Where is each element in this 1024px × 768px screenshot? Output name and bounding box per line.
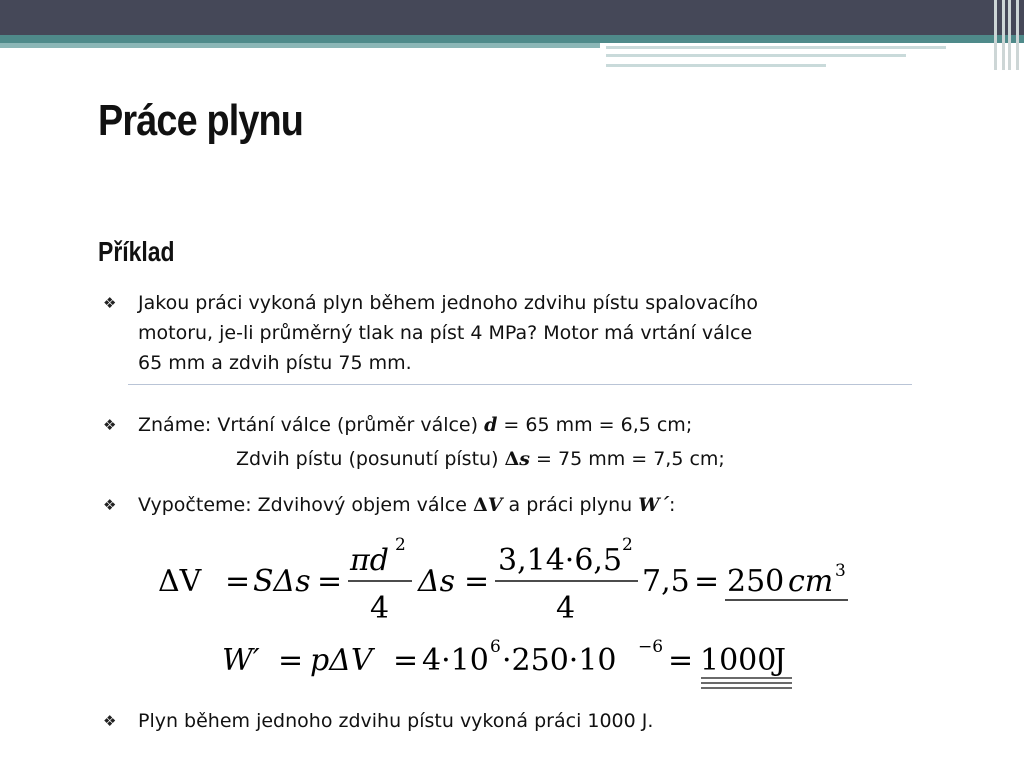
bullet-icon: ❖ (103, 712, 117, 730)
eq2-p-delta-v: pΔV (310, 643, 373, 678)
eq2-exponent-1: 6 (490, 637, 501, 657)
eq2-unit: J (774, 643, 787, 678)
known-line-2: Zdvih pístu (posunutí pístu) Δs = 75 mm = 7,5 cm; (236, 448, 725, 470)
eq2-result: 1000 (700, 643, 777, 678)
eq1-delta-s: Δs (418, 564, 456, 599)
eq2-exponent-2: −6 (638, 637, 664, 657)
eq1-cube: 3 (835, 561, 846, 581)
eq1-equals-1: = (225, 564, 251, 599)
eq1-lhs: ΔV (158, 564, 202, 599)
eq1-square-2: 2 (622, 535, 633, 555)
eq1-s-delta-s: SΔs (253, 564, 311, 599)
bullet-icon: ❖ (103, 294, 117, 312)
eq1-unit: cm (788, 564, 834, 599)
equation-volume (158, 535, 848, 626)
problem-line-1: Jakou práci vykoná plyn během jednoho zdvihu pístu spalovacího (138, 292, 759, 314)
eq1-numerator-2: 3,14·6,5 (498, 543, 623, 578)
decorative-lines (606, 44, 966, 72)
divider (128, 384, 912, 385)
header-accent-stripe (0, 35, 1024, 43)
eq1-equals-3: = (464, 564, 490, 599)
eq2-term-1: 4·10 (422, 643, 489, 678)
eq1-equals-4: = (694, 564, 720, 599)
conclusion-line: Plyn během jednoho zdvihu pístu vykoná práci 1000 J. (138, 710, 654, 732)
eq1-denominator-2: 4 (556, 591, 576, 626)
header-bar (0, 0, 1024, 35)
eq1-pi-d: πd (350, 543, 389, 578)
eq1-square: 2 (395, 535, 406, 555)
known-line-1: Známe: Vrtání válce (průměr válce) d = 65 mm = 6,5 cm; (138, 414, 693, 436)
eq2-lhs: W′ (222, 643, 260, 678)
bullet-icon: ❖ (103, 416, 117, 434)
header-accent-stripe-light (0, 43, 600, 48)
eq2-equals-1: = (278, 643, 304, 678)
equation-work (222, 637, 792, 688)
eq1-denominator-1: 4 (370, 591, 390, 626)
decorative-vertical-bars (990, 0, 1024, 70)
eq1-equals-2: = (317, 564, 343, 599)
eq2-equals-2: = (393, 643, 419, 678)
slide-title: Práce plynu (98, 96, 304, 145)
problem-line-2: motoru, je-li průměrný tlak na píst 4 MPa? Motor má vrtání válce (138, 322, 753, 344)
eq2-term-2: ·250·10 (502, 643, 617, 678)
eq1-result: 250 (727, 564, 785, 599)
problem-line-3: 65 mm a zdvih pístu 75 mm. (138, 352, 412, 374)
compute-line: Vypočteme: Zdvihový objem válce ΔV a práci plynu W´: (138, 494, 676, 516)
bullet-icon: ❖ (103, 496, 117, 514)
eq1-factor: 7,5 (642, 564, 690, 599)
eq2-equals-3: = (668, 643, 694, 678)
section-heading: Příklad (98, 236, 175, 267)
equations (150, 528, 870, 703)
